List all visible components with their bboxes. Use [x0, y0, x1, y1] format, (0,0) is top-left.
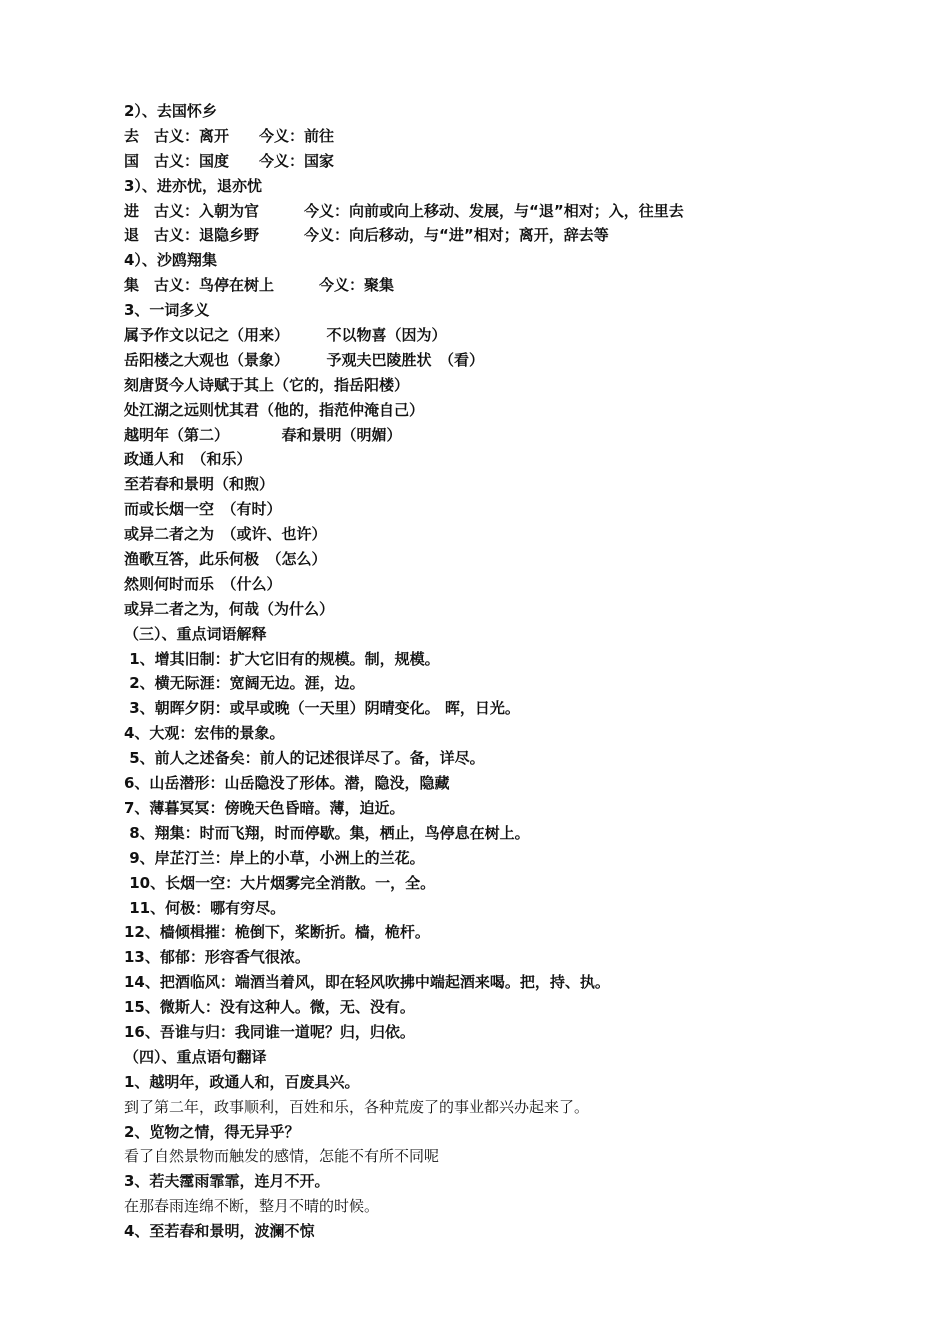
text-line: 8、翔集：时而飞翔，时而停歇。集，栖止，鸟停息在树上。: [124, 823, 530, 842]
text-line: 看了自然景物而触发的感情，怎能不有所不同呢: [124, 1147, 440, 1166]
subheading-jin-yi-you: 3）、进亦忧，退亦忧: [124, 176, 262, 195]
text-line: 或异二者之为 （或许、也许）: [124, 525, 327, 544]
text-line: 14、把酒临风：端酒当着风，即在轻风吹拂中端起酒来喝。把，持、执。: [124, 973, 610, 992]
text-line: 13、郁郁：形容香气很浓。: [124, 948, 310, 967]
text-line: 6、山岳潜形：山岳隐没了形体。潜，隐没，隐藏: [124, 774, 450, 793]
text-line: 国 古义：国度 今义：国家: [124, 151, 335, 170]
text-line: 2、横无际涯：宽阔无边。涯，边。: [124, 674, 365, 693]
text-line: 1、越明年，政通人和，百废具兴。: [124, 1072, 360, 1091]
text-line: 1、增其旧制：扩大它旧有的规模。制，规模。: [124, 649, 440, 668]
text-line: 4、大观：宏伟的景象。: [124, 724, 285, 743]
text-line: 12、樯倾楫摧：桅倒下，桨断折。樯，桅杆。: [124, 923, 430, 942]
text-line: 进 古义：入朝为官 今义：向前或向上移动、发展，与“退”相对；入，往里去: [124, 201, 684, 220]
text-line: 15、微斯人：没有这种人。微，无、没有。: [124, 998, 415, 1017]
subheading-qu-guo-huai-xiang: 2）、去国怀乡: [124, 102, 217, 120]
text-line: 处江湖之远则忧其君（他的，指范仲淹自己）: [124, 400, 425, 419]
text-line: 16、吾谁与归：我同谁一道呢？归，归依。: [124, 1022, 415, 1041]
text-line: 越明年（第二） 春和景明（明媚）: [124, 425, 402, 444]
text-line: 7、薄暮冥冥：傍晚天色昏暗。薄，迫近。: [124, 798, 405, 817]
text-line: 然则何时而乐 （什么）: [124, 574, 282, 593]
document-body: [124, 99, 924, 1244]
text-line: 3、朝晖夕阴：或早或晚（一天里）阴晴变化。 晖，日光。: [124, 699, 520, 718]
text-line: 5、前人之述备矣：前人的记述很详尽了。备，详尽。: [124, 749, 485, 768]
text-line: 属予作文以记之（用来） 不以物喜（因为）: [124, 326, 447, 345]
section-heading-polysemy: 3、一词多义: [124, 301, 210, 320]
text-line: 11、何极：哪有穷尽。: [124, 898, 286, 917]
subheading-sha-ou-xiang-ji: 4）、沙鸥翔集: [124, 251, 217, 270]
text-line: 而或长烟一空 （有时）: [124, 500, 282, 519]
text-line: 政通人和 （和乐）: [124, 450, 252, 469]
text-line: 2、览物之情，得无异乎？: [124, 1122, 300, 1141]
text-line: 或异二者之为，何哉（为什么）: [124, 599, 335, 618]
text-line: 3、若夫霪雨霏霏，连月不开。: [124, 1172, 330, 1191]
text-line: 刻唐贤今人诗赋于其上（它的，指岳阳楼）: [124, 375, 410, 394]
text-line: 4、至若春和景明，波澜不惊: [124, 1222, 315, 1241]
text-line: 10、长烟一空：大片烟雾完全消散。一，全。: [124, 873, 436, 892]
text-line: 渔歌互答，此乐何极 （怎么）: [124, 550, 327, 569]
text-line: 岳阳楼之大观也（景象） 予观夫巴陵胜状 （看）: [124, 350, 485, 369]
section-heading-key-words: （三）、重点词语解释: [124, 624, 267, 643]
text-line: 去 古义：离开 今义：前往: [124, 126, 335, 145]
text-line: 9、岸芷汀兰：岸上的小草，小洲上的兰花。: [124, 848, 425, 867]
text-line: 在那春雨连绵不断，整月不晴的时候。: [124, 1197, 380, 1216]
text-line: 集 古义：鸟停在树上 今义：聚集: [124, 276, 395, 295]
text-line: 至若春和景明（和煦）: [124, 475, 275, 494]
section-heading-translation: （四）、重点语句翻译: [124, 1047, 267, 1066]
text-line: 到了第二年，政事顺利，百姓和乐，各种荒废了的事业都兴办起来了。: [124, 1097, 590, 1116]
text-line: 退 古义：退隐乡野 今义：向后移动，与“进”相对；离开，辞去等: [124, 226, 609, 245]
